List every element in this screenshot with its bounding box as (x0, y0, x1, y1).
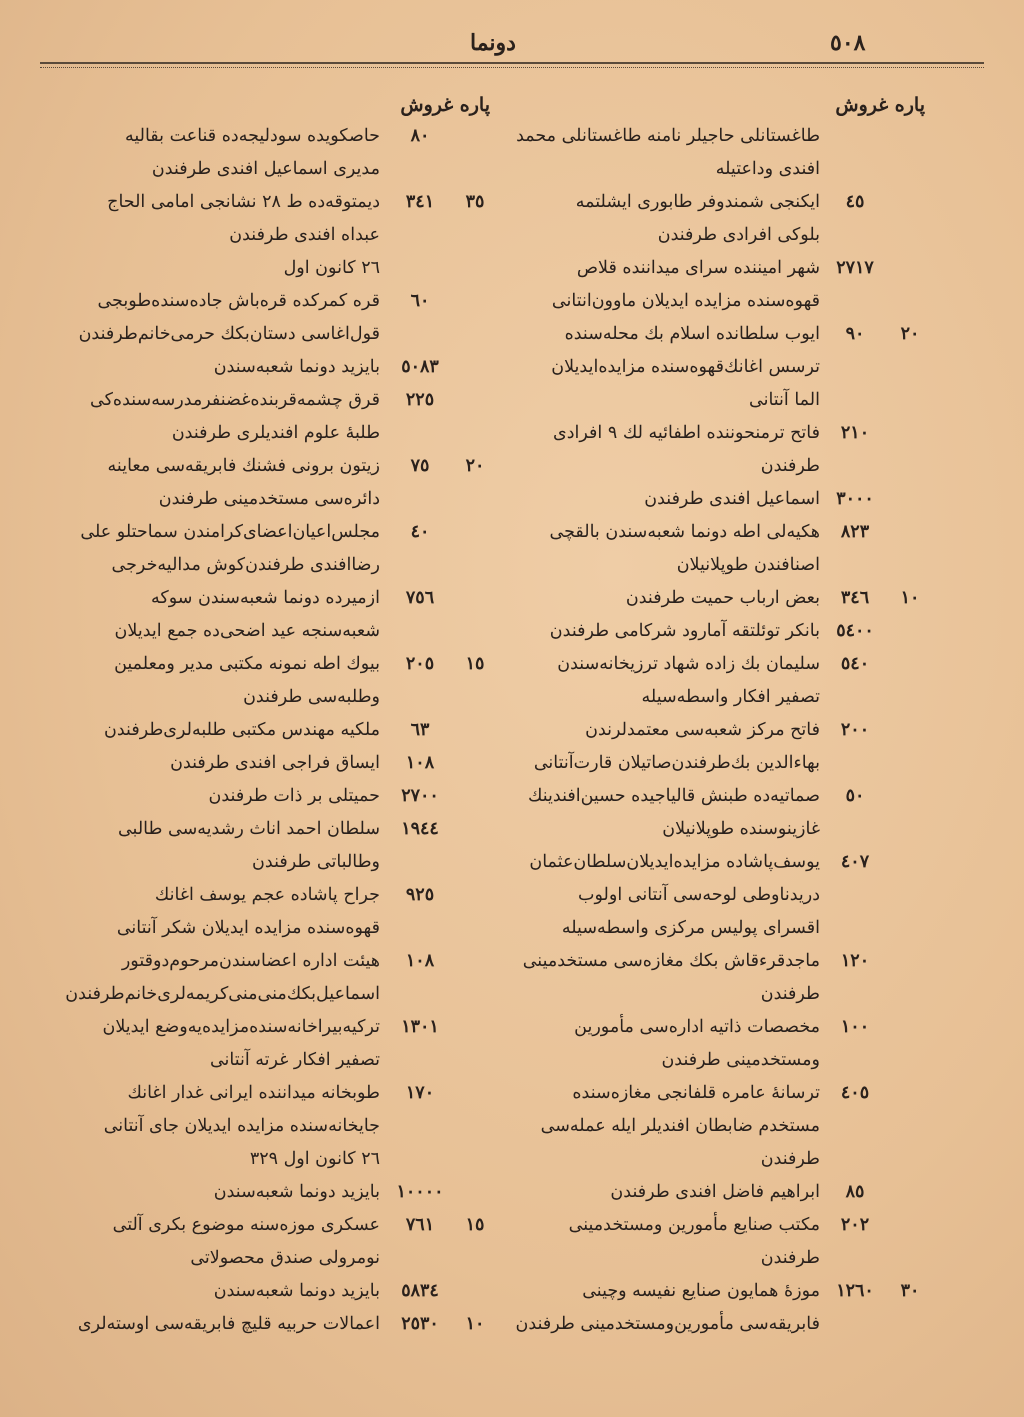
ledger-entry (515, 252, 925, 318)
ledger-entry (515, 483, 925, 516)
entry-text-line: طرفندن (760, 1149, 820, 1169)
para-amount (895, 780, 925, 813)
kurus-amount: ٢١٠ (840, 423, 870, 443)
right-column-heading: پاره غروش (835, 94, 925, 116)
ledger-entry (515, 318, 925, 417)
ledger-entry (60, 780, 490, 813)
ledger-entry (60, 450, 490, 516)
ledger-entry (60, 1011, 490, 1077)
entry-text-line: حاصكویده سودلیجه‌ده قناعت بقالیه (124, 126, 380, 146)
ledger-entry (60, 1209, 490, 1275)
ledger-entry (515, 945, 925, 1011)
entry-text-line: ٢٦ كانون اول (283, 258, 380, 278)
para-amount (895, 1209, 925, 1242)
page-number: ٥٠٨ (830, 30, 866, 56)
entry-text-line: مدیری اسماعیل افندی طرفندن (151, 159, 380, 179)
entry-text-line: ترسس اغانك‌قهوه‌سنده مزایده‌ایدیلان (551, 357, 820, 377)
ledger-entry (60, 384, 490, 450)
para-amount (460, 714, 490, 747)
para-amount (460, 351, 490, 384)
kurus-amount: ٣٤٦ (840, 588, 870, 608)
para-amount: ٢٠ (465, 456, 485, 476)
kurus-amount: ١٠٠٠٠ (396, 1182, 444, 1202)
entry-text-line: مكتب صنایع مأمورین ومستخدمینی (568, 1215, 820, 1235)
kurus-amount: ١٩٤٤ (401, 819, 439, 839)
ledger-entry (515, 417, 925, 483)
kurus-amount: ٦٣ (410, 720, 430, 740)
entry-text-line: اسماعیل افندی طرفندن (644, 489, 820, 509)
para-amount: ١٥ (465, 1215, 485, 1235)
para-amount (460, 879, 490, 912)
ledger-entry (60, 747, 490, 780)
ledger-entry (60, 714, 490, 747)
para-amount (460, 1176, 490, 1209)
kurus-amount: ١٠٨ (405, 951, 435, 971)
entry-text-line: طاغستانلی حاجیلر نامنه طاغستانلی محمد (516, 126, 820, 146)
entry-text-line: ایساق فراجی افندی طرفندن (170, 753, 380, 773)
kurus-amount: ٤٠ (410, 522, 430, 542)
para-amount (460, 1011, 490, 1044)
kurus-amount: ٢٠٠ (840, 720, 870, 740)
ledger-entry (515, 714, 925, 780)
entry-text-line: فاتح مركز شعبه‌سی معتمدلرندن (585, 720, 820, 740)
entry-text-line: دریدناوطی لوحه‌سی آنتانی اولوب (578, 885, 820, 905)
entry-text-line: اعمالات حربیه قلیچ فابریقه‌سی اوسته‌لری (77, 1314, 380, 1334)
kurus-amount: ١٧٠ (405, 1083, 435, 1103)
entry-text-line: غازینوسنده طوپلانیلان (662, 819, 820, 839)
kurus-amount (380, 252, 460, 285)
entry-text-line: زیتون برونی فشنك فابریقه‌سی معاینه (107, 456, 380, 476)
kurus-amount: ٣٠٠٠ (836, 489, 874, 509)
entry-text-line: قهوه‌سنده مزایده ایدیلان شكر آنتانی (116, 918, 380, 938)
entry-text-line: وطلبه‌سی طرفندن (243, 687, 380, 707)
ledger-entry (60, 582, 490, 648)
entry-text-line: نومرولی صندق محصولاتی (190, 1248, 380, 1268)
para-amount (895, 846, 925, 879)
kurus-amount: ٢٥٣٠ (401, 1314, 439, 1334)
para-amount (895, 945, 925, 978)
para-amount (895, 714, 925, 747)
kurus-amount: ١٢٦٠ (836, 1281, 874, 1301)
ledger-entry (515, 1077, 925, 1176)
entry-text-line: بانكر توئلتقه آمارود شركامی طرفندن (549, 621, 820, 641)
kurus-amount: ٥٠ (845, 786, 865, 806)
kurus-amount: ٨٥ (845, 1182, 865, 1202)
para-amount (460, 780, 490, 813)
entry-text-line: یوسف‌پاشاده مزایده‌ایدیلان‌سلطان‌عثمان (529, 852, 820, 872)
kurus-amount: ٢٠٢ (840, 1215, 870, 1235)
para-amount (460, 516, 490, 549)
ledger-entry (515, 1176, 925, 1209)
entry-text-line: بایزید دونما شعبه‌سندن (213, 357, 380, 377)
entry-text-line: هیئت اداره اعضاسندن‌مرحوم‌دوقتور (121, 951, 380, 971)
entry-text-line: بایزید دونما شعبه‌سندن (213, 1281, 380, 1301)
kurus-amount: ٩٠ (845, 324, 865, 344)
entry-text-line: عسكری موزه‌سنه موضوع بكری آلتی (112, 1215, 380, 1235)
entry-text-line: بهاءالدین بك‌طرفندن‌صاتیلان قارت‌آنتانی (533, 753, 820, 773)
right-column (515, 90, 925, 1341)
entry-text-line: سلطان احمد اناث رشدیه‌سی طالبی (117, 819, 380, 839)
ledger-entry (60, 351, 490, 384)
ledger-entry (515, 1209, 925, 1275)
kurus-amount: ١٠٨ (405, 753, 435, 773)
para-amount (895, 186, 925, 219)
kurus-amount: ٦٠ (410, 291, 430, 311)
ledger-entry (60, 648, 490, 714)
entry-text-line: ٢٦ كانون اول ٣٢٩ (249, 1149, 380, 1169)
ledger-entry (60, 1308, 490, 1341)
ledger-entry (515, 780, 925, 846)
ledger-entry (60, 1077, 490, 1176)
entry-text-line: شهر امیننده سرای میداننده قلاص (576, 258, 820, 278)
entry-text-line: بلوکی افرادی طرفندن (657, 225, 820, 245)
para-amount: ٣٠ (900, 1281, 920, 1301)
kurus-amount: ٥٤٠٠ (836, 621, 874, 641)
ledger-entry (515, 120, 925, 186)
kurus-amount: ٢٠٥ (405, 654, 435, 674)
para-amount (895, 417, 925, 450)
para-amount (460, 1275, 490, 1308)
ledger-entry (515, 615, 925, 648)
entry-text-line: هكیه‌لی اطه دونما شعبه‌سندن بالقچی (549, 522, 820, 542)
entry-text-line: قره كمركده قره‌باش جاده‌سنده‌طوبجی (97, 291, 380, 311)
para-amount (895, 1011, 925, 1044)
para-amount (460, 384, 490, 417)
ledger-entry (60, 1275, 490, 1308)
header-rule (40, 62, 984, 64)
entry-text-line: وطالباتی طرفندن (252, 852, 380, 872)
entry-text-line: ازمیرده دونما شعبه‌سندن سوكه (150, 588, 380, 608)
kurus-amount (815, 120, 895, 153)
para-amount (895, 252, 925, 285)
entry-text-line: موزهٔ همایون صنایع نفیسه وچینی (582, 1281, 820, 1301)
para-amount: ٢٠ (900, 324, 920, 344)
entry-text-line: مخصصات ذاتیه اداره‌سی مأمورین (574, 1017, 820, 1037)
header-rule-dotted (40, 67, 984, 68)
ledger-entry (515, 1011, 925, 1077)
ledger-entry (60, 186, 490, 252)
ledger-entry (60, 252, 490, 285)
entry-text-line: ایکنجی شمندوفر طابوری ایشلتمه (575, 192, 820, 212)
kurus-amount: ١٠٠ (840, 1017, 870, 1037)
ledger-entry (515, 846, 925, 945)
para-amount (460, 120, 490, 153)
entry-text-line: سلیمان بك زاده شهاد ترزیخانه‌سندن (557, 654, 820, 674)
ledger-entry (60, 1176, 490, 1209)
para-amount (460, 813, 490, 846)
entry-text-line: جراح پاشاده عجم یوسف اغانك (154, 885, 380, 905)
para-amount (460, 747, 490, 780)
para-amount (895, 1077, 925, 1110)
kurus-amount: ٢٢٥ (405, 390, 435, 410)
para-amount (460, 945, 490, 978)
entry-text-line: قول‌اغاسی دستان‌بكك حرمی‌خانم‌طرفندن (78, 324, 380, 344)
entry-text-line: طرفندن (760, 456, 820, 476)
entry-text-line: بیوك اطه نمونه مكتبی مدیر ومعلمین (114, 654, 380, 674)
entry-text-line: فابریقه‌سی مأمورین‌ومستخدمینی طرفندن (515, 1314, 820, 1334)
entry-text-line: طرفندن (760, 984, 820, 1004)
entry-text-line: تصفیر افكار واسطه‌سیله (641, 687, 820, 707)
entry-text-line: افندی وداعتیله (715, 159, 820, 179)
para-amount (460, 285, 490, 318)
kurus-amount: ٨٢٣ (840, 522, 870, 542)
entry-text-line: بایزید دونما شعبه‌سندن (213, 1182, 380, 1202)
para-amount: ٣٥ (465, 192, 485, 212)
entry-text-line: طلبهٔ علوم افندیلری طرفندن (171, 423, 380, 443)
kurus-amount: ٧٥٦ (405, 588, 435, 608)
entry-text-line: جایخانه‌سنده مزایده ایدیلان جای آنتانی (103, 1116, 380, 1136)
ledger-entry (515, 582, 925, 615)
entry-text-line: ماجدقرءقاش بكك مغازه‌سی مستخدمینی (522, 951, 820, 971)
entry-text-line: قهوه‌سنده مزایده ایدیلان ماوون‌انتانی (551, 291, 820, 311)
entry-text-line: اصنافندن طوپلانیلان (676, 555, 820, 575)
entry-text-line: تركیه‌بیراخانه‌سنده‌مزایده‌یه‌وضع ایدیلان (102, 1017, 380, 1037)
para-amount (895, 516, 925, 549)
entry-text-line: دیمتوقه‌ده ط ٢٨ نشانجی امامی الحاج (107, 192, 380, 212)
kurus-amount: ٥٤٠ (840, 654, 870, 674)
entry-text-line: فاتح ترمنحوننده اطفائیه لك ٩ افرادی (553, 423, 820, 443)
para-amount (460, 252, 490, 285)
ledger-entry (60, 879, 490, 945)
entry-text-line: بعض ارباب حمیت طرفندن (625, 588, 820, 608)
para-amount: ١٠ (900, 588, 920, 608)
entry-text-line: ملكیه مهندس مكتبی طلبه‌لری‌طرفندن (104, 720, 380, 740)
ledger-entry (60, 813, 490, 879)
left-column (60, 90, 490, 1341)
para-amount (895, 615, 925, 648)
entry-text-line: شعبه‌سنجه عید اضحی‌ده جمع ایدیلان (114, 621, 380, 641)
entry-text-line: عبداه افندی طرفندن (229, 225, 380, 245)
ledger-entry (60, 516, 490, 582)
kurus-amount: ١٣٠١ (401, 1017, 439, 1037)
para-amount: ١٠ (465, 1314, 485, 1334)
para-amount: ١٥ (465, 654, 485, 674)
kurus-amount: ٧٥ (410, 456, 430, 476)
kurus-amount: ٢٧١٧ (836, 258, 874, 278)
kurus-amount: ٤٠٥ (840, 1083, 870, 1103)
entry-text-line: الما آنتانی (748, 390, 820, 410)
entry-text-line: دائره‌سی مستخدمینی طرفندن (158, 489, 380, 509)
kurus-amount: ٨٠ (410, 126, 430, 146)
ledger-entry (515, 186, 925, 252)
kurus-amount: ٥٠٨٣ (401, 357, 439, 377)
ledger-entry (60, 945, 490, 1011)
entry-text-line: تصفیر افكار غرته آنتانی (209, 1050, 380, 1070)
kurus-amount: ٩٢٥ (405, 885, 435, 905)
left-column-heading: پاره غروش (400, 94, 490, 116)
para-amount (460, 582, 490, 615)
entry-text-line: حمیتلی بر ذات طرفندن (208, 786, 380, 806)
kurus-amount: ٢٧٠٠ (401, 786, 439, 806)
para-amount (895, 648, 925, 681)
entry-text-line: ابراهیم فاضل افندی طرفندن (610, 1182, 820, 1202)
entry-text-line: ترسانهٔ عامره قلفانجی مغازه‌سنده (572, 1083, 820, 1103)
kurus-amount: ٥٨٣٤ (401, 1281, 439, 1301)
ledger-entry (60, 285, 490, 351)
page-header (40, 30, 984, 62)
entry-text-line: ایوب سلطانده اسلام بك محله‌سنده (564, 324, 820, 344)
kurus-amount: ١٢٠ (840, 951, 870, 971)
kurus-amount: ٧٦١ (405, 1215, 435, 1235)
entry-text-line: رضاافندی طرفندن‌كوش مدالیه‌خرجی (111, 555, 380, 575)
entry-text-line: ومستخدمینی طرفندن (661, 1050, 820, 1070)
entry-text-line: اقسرای پولیس مركزی واسطه‌سیله (561, 918, 820, 938)
entry-text-line: صماتیه‌ده طبنش قالیاجیده‌ حسین‌افندینك (527, 786, 820, 806)
ledger-entry (60, 120, 490, 186)
entry-text-line: مستخدم ضابطان افندیلر ایله عمله‌سی (540, 1116, 820, 1136)
kurus-amount: ٣٤١ (405, 192, 435, 212)
ledger-entry (515, 648, 925, 714)
entry-text-line: طرفندن (760, 1248, 820, 1268)
entry-text-line: طوبخانه میداننده ایرانی غدار اغانك (127, 1083, 380, 1103)
running-head: دونما (470, 30, 516, 56)
entry-text-line: مجلس‌اعیان‌اعضای‌كرامندن سماحتلو علی (80, 522, 380, 542)
kurus-amount: ٤٠٧ (840, 852, 870, 872)
ledger-entry (515, 1275, 925, 1341)
para-amount (895, 1176, 925, 1209)
para-amount (895, 483, 925, 516)
ledger-entry (515, 516, 925, 582)
para-amount (895, 120, 925, 153)
kurus-amount: ٤٥ (845, 192, 865, 212)
entry-text-line: قرق چشمه‌قربنده‌غضنفرمدرسه‌سنده‌كی (89, 390, 380, 410)
para-amount (460, 1077, 490, 1110)
entry-text-line: اسماعیل‌بكك‌منی‌منی‌كریمه‌لری‌خانم‌طرفندن (65, 984, 380, 1004)
